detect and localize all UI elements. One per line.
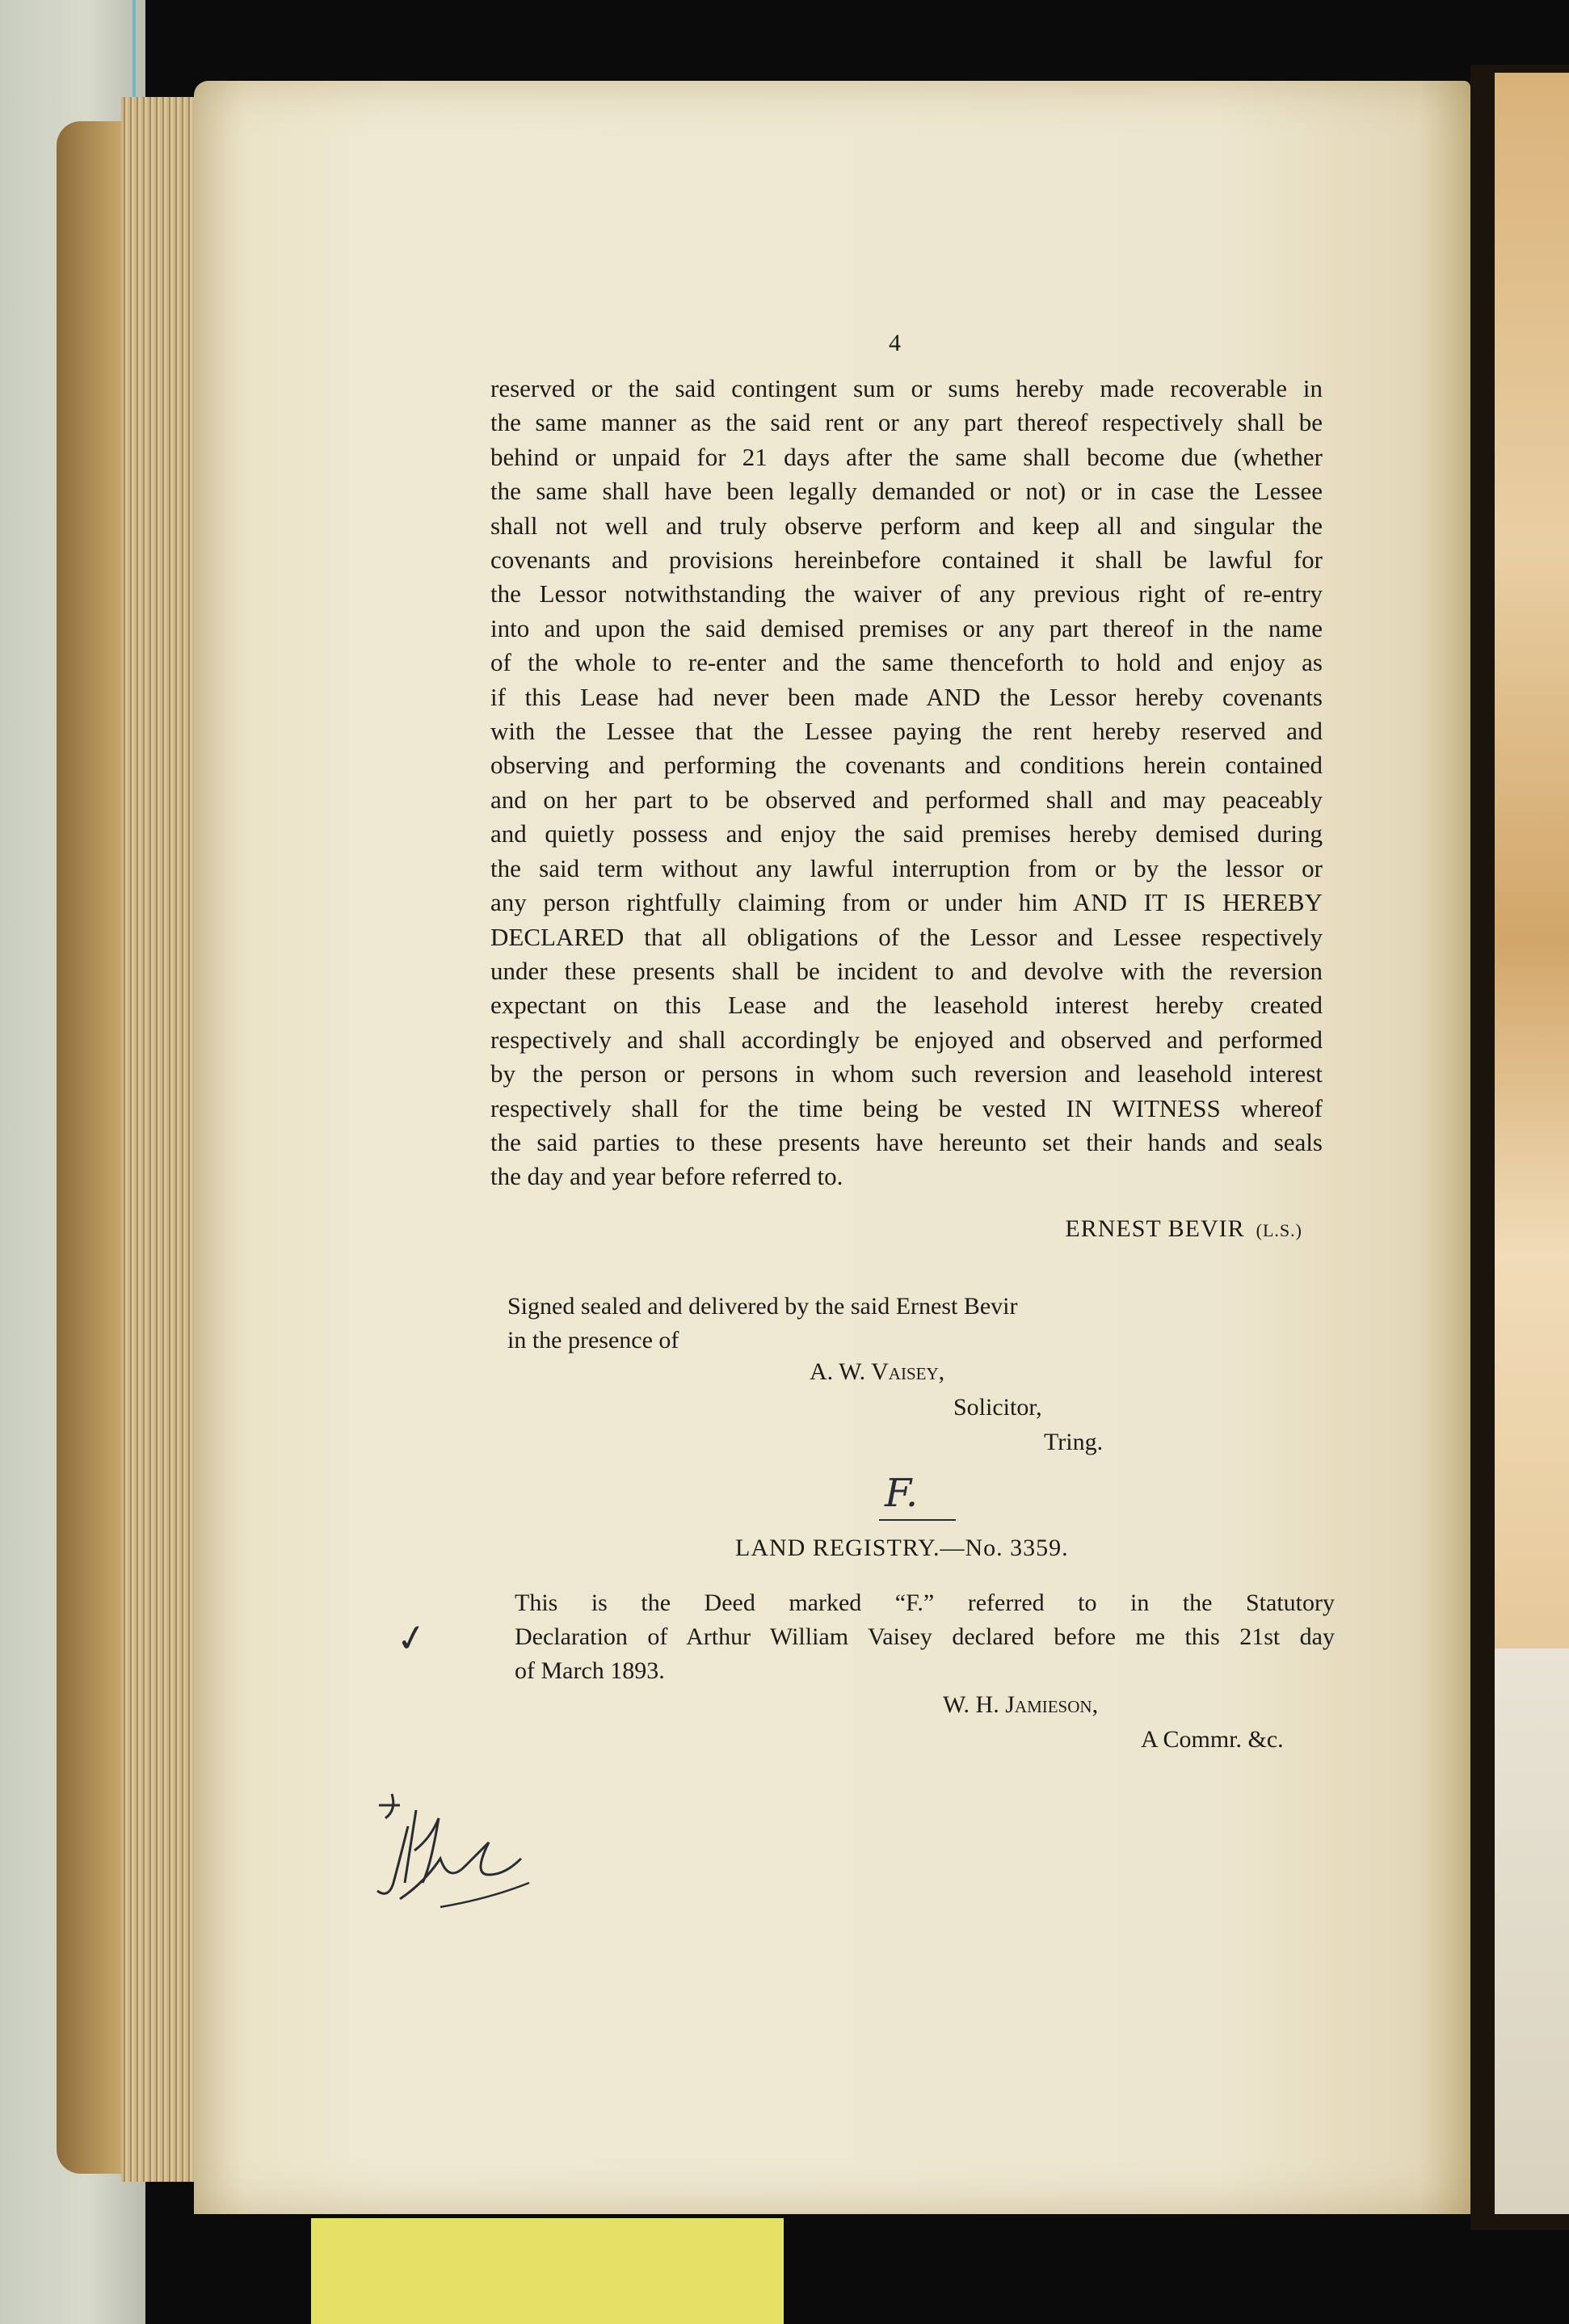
- body-line: shall not well and truly observe perform and keep all and singular the: [490, 511, 1323, 540]
- page-number: 4: [889, 330, 901, 356]
- body-line: behind or unpaid for 21 days after the same shall become due (whether: [490, 442, 1323, 471]
- body-line: observing and performing the covenants and conditions herein contained: [490, 751, 1323, 780]
- land-registry-heading: LAND REGISTRY.—No. 3359.: [735, 1535, 1069, 1561]
- body-line: respectively shall for the time being be vested IN WITNESS whereof: [490, 1093, 1323, 1122]
- exhibit-mark: F.: [885, 1471, 919, 1516]
- check-mark-icon: ✓: [392, 1615, 431, 1661]
- body-line: into and upon the said demised premises or any part thereof in the name: [490, 613, 1323, 642]
- attestation-line-2: in the presence of: [507, 1327, 679, 1354]
- attestation-clause: [507, 1290, 1017, 1358]
- body-line: with the Lessee that the Lessee paying the rent hereby reserved and: [490, 717, 1323, 746]
- body-line: under these presents shall be incident to and devolve with the reversion: [490, 956, 1323, 985]
- witness-place: Tring.: [1044, 1429, 1104, 1455]
- handwritten-signature: [368, 1778, 537, 1915]
- seal-mark: (L.S.): [1256, 1220, 1302, 1240]
- deed-body-text: [490, 372, 1323, 1194]
- commissioner-title: A Commr. &c.: [1141, 1726, 1284, 1753]
- declaration-line: of March 1893.: [515, 1657, 665, 1684]
- body-line: and quietly possess and enjoy the said premises hereby demised during: [490, 819, 1323, 848]
- body-line: the day and year before referred to.: [490, 1162, 843, 1191]
- body-line: expectant on this Lease and the leasehold interest hereby created: [490, 991, 1323, 1020]
- body-line: the said parties to these presents have hereunto set their hands and seals: [490, 1127, 1323, 1156]
- exhibit-mark-underline: [879, 1519, 956, 1521]
- body-line: the Lessor notwithstanding the waiver of any previous right of re-entry: [490, 579, 1323, 608]
- body-line: and on her part to be observed and performed shall and may peaceably: [490, 785, 1323, 814]
- body-line: if this Lease had never been made AND the Lessor hereby covenants: [490, 682, 1323, 711]
- body-line: the same manner as the said rent or any part thereof respectively shall be: [490, 408, 1323, 437]
- body-line: reserved or the said contingent sum or sums hereby made recoverable in: [490, 374, 1323, 402]
- commissioner-name: W. H. Jamieson,: [943, 1691, 1099, 1718]
- attestation-line-1: Signed sealed and delivered by the said Ernest Bevir: [507, 1293, 1018, 1320]
- body-line: by the person or persons in whom such reversion and leasehold interest: [490, 1059, 1323, 1088]
- body-line: the said term without any lawful interruption from or by the lessor or: [490, 853, 1323, 882]
- signatory-name-text: ERNEST BEVIR: [1065, 1215, 1245, 1242]
- witness-name: A. W. Vaisey,: [810, 1358, 945, 1385]
- signatory-name: [1065, 1215, 1302, 1243]
- exhibit-declaration: [515, 1586, 1335, 1688]
- body-line: of the whole to re-enter and the same thenceforth to hold and enjoy as: [490, 648, 1323, 677]
- body-line: covenants and provisions hereinbefore contained it shall be lawful for: [490, 545, 1323, 575]
- body-line: respectively and shall accordingly be enjoyed and observed and performed: [490, 1025, 1323, 1054]
- yellow-bookmark-tab: [311, 2218, 784, 2324]
- declaration-line: This is the Deed marked “F.” referred to in the Statutory: [515, 1589, 1335, 1616]
- declaration-line: Declaration of Arthur William Vaisey declared before me this 21st day: [515, 1623, 1335, 1650]
- facing-page-leaf: [1495, 73, 1569, 1648]
- body-line: the same shall have been legally demanded or not) or in case the Lessee: [490, 477, 1323, 506]
- body-line: any person rightfully claiming from or under him AND IT IS HEREBY: [490, 888, 1323, 917]
- body-line: DECLARED that all obligations of the Lessor and Lessee respectively: [490, 922, 1323, 951]
- witness-title: Solicitor,: [953, 1394, 1042, 1421]
- facing-page-leaf-lower: [1495, 1648, 1569, 2214]
